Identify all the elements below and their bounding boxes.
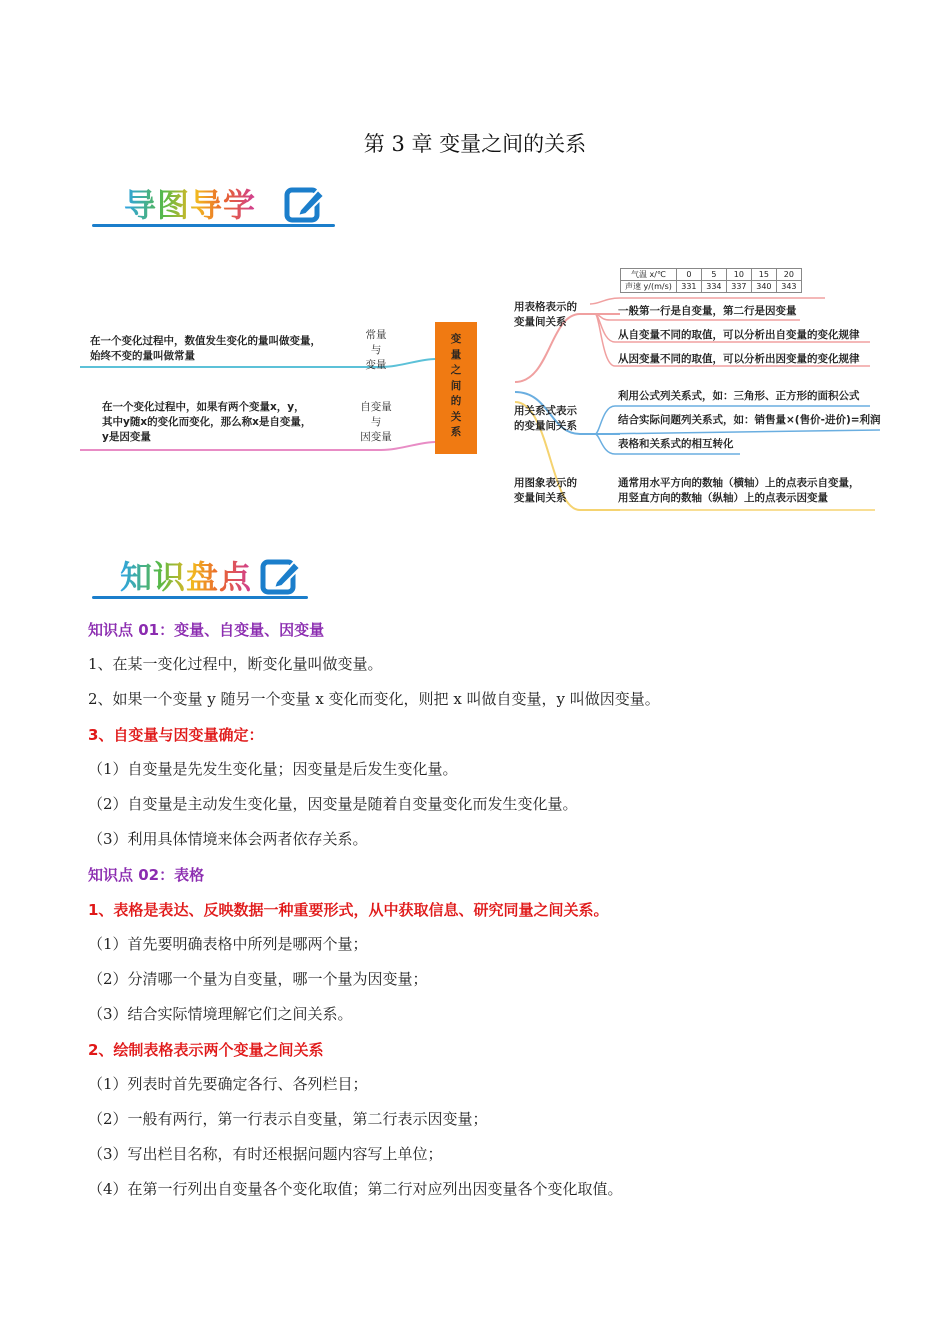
banner-knowledge-label: 知识盘点	[120, 552, 252, 598]
page-title: 第 3 章 变量之间的关系	[363, 132, 587, 156]
node-graph: 用图象表示的 变量间关系	[514, 477, 577, 504]
knowledge-point-1-heading: 知识点 01：变量、自变量、因变量	[88, 621, 325, 639]
graph-items: 通常用水平方向的数轴（横轴）上的点表示自变量， 用竖直方向的数轴（纵轴）上的点表示因变量	[618, 477, 860, 504]
table-item-2: 从自变量不同的取值，可以分析出自变量的变化规律	[618, 329, 860, 341]
formula-item-3: 表格和关系式的相互转化	[618, 438, 734, 450]
table-item-3: 从因变量不同的取值，可以分析出因变量的变化规律	[618, 353, 860, 365]
text-line: （1）自变量是先发生变化量；因变量是后发生变化量。	[88, 760, 458, 778]
red-subheading: 2、绘制表格表示两个变量之间关系	[88, 1041, 324, 1059]
text-line: 1、在某一变化过程中，断变化量叫做变量。	[88, 655, 383, 673]
text-line: （2）一般有两行，第一行表示自变量，第二行表示因变量；	[88, 1110, 488, 1128]
mindmap-center: 变 量 之 间 的 关 系	[450, 333, 462, 438]
text-line: （3）结合实际情境理解它们之间关系。	[88, 1005, 353, 1023]
text-line: （1）列表时首先要确定各行、各列栏目；	[88, 1075, 368, 1093]
node-independent-dependent: 自变量 与 因变量	[360, 401, 392, 443]
node-constant-variable: 常量 与 变量	[365, 329, 387, 371]
formula-item-2: 结合实际问题列关系式，如：销售量×(售价-进价)=利润	[618, 414, 881, 426]
text-line: （1）首先要明确表格中所列是哪两个量；	[88, 935, 368, 953]
text-line: （3）写出栏目名称，有时还根据问题内容写上单位；	[88, 1145, 443, 1163]
node-independent-dependent-detail: 在一个变化过程中，如果有两个变量x，y， 其中y随x的变化而变化，那么称x是自变量， y是因变量	[102, 401, 312, 443]
banner-mindmap	[92, 178, 337, 230]
red-subheading: 3、自变量与因变量确定：	[88, 726, 264, 744]
edit-icon	[260, 556, 302, 600]
table-item-1: 一般第一行是自变量，第二行是因变量	[618, 305, 797, 317]
mind-map	[80, 262, 890, 512]
text-line: （4）在第一行列出自变量各个变化取值；第二行对应列出因变量各个变化取值。	[88, 1180, 623, 1198]
banner-mindmap-label: 导图导学	[124, 180, 256, 226]
node-table: 用表格表示的 变量间关系	[514, 301, 577, 328]
sound-speed-table: 气温 x/℃ 0 5 10 15 20 声速 y/(m/s) 331 334 337 340 343	[620, 268, 802, 293]
text-line: （2）自变量是主动发生变化量，因变量是随着自变量变化而发生变化量。	[88, 795, 578, 813]
edit-icon	[284, 184, 326, 228]
knowledge-point-2-heading: 知识点 02：表格	[88, 866, 205, 884]
banner-knowledge	[92, 550, 312, 602]
red-subheading: 1、表格是表达、反映数据一种重要形式，从中获取信息、研究同量之间关系。	[88, 901, 609, 919]
text-line: 2、如果一个变量 y 随另一个变量 x 变化而变化，则把 x 叫做自变量，y 叫做因变量。	[88, 690, 660, 708]
text-line: （2）分清哪一个量为自变量，哪一个量为因变量；	[88, 970, 428, 988]
node-formula: 用关系式表示 的变量间关系	[514, 405, 577, 432]
text-line: （3）利用具体情境来体会两者依存关系。	[88, 830, 368, 848]
node-constant-variable-detail: 在一个变化过程中，数值发生变化的量叫做变量， 始终不变的量叫做常量	[90, 335, 321, 362]
formula-item-1: 利用公式列关系式，如：三角形、正方形的面积公式	[618, 390, 860, 402]
